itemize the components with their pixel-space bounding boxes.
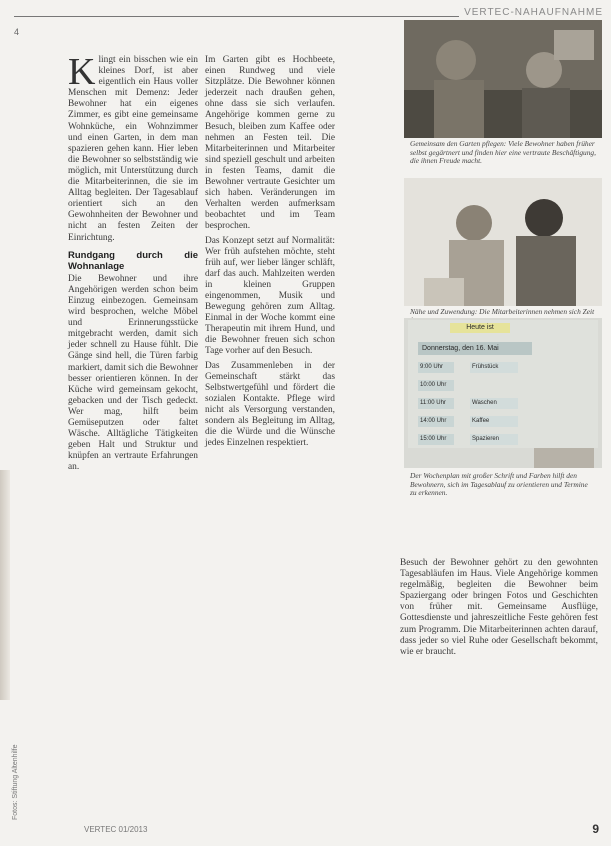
text-column-3 [400, 558, 598, 828]
time-slot: 9:00 Uhr [418, 362, 454, 373]
time-slot: 15:00 Uhr [418, 434, 454, 445]
body-paragraph: Besuch der Bewohner gehört zu den gewohnten Tagesabläufen im Haus. Viele Angehörige kommen regelmäßig, begleiten die Bewohner beim Spaziergang oder bringen Fotos und Geschichten von früher mit. Gemeinsame Ausflüge, Gottesdienste und jahreszeitliche Feste gehören fest zum Programm. Die Mitarbeiterinnen achten darauf, dass jeder so viel Ruhe oder Gesellschaft bekommt, wie er braucht. [400, 558, 598, 657]
body-paragraph: Die Bewohner und ihre Angehörigen werden schon beim Einzug einbezogen. Gemeinsam wird besprochen, welche Möbel und Erinnerungsstücke mitgebracht werden, damit sich jeder schnell zu Hause fühlt. Die Gänge sind hell, die Türen farbig markiert, damit sich die Bewohner besser orientieren können. In der Küche wird gemeinsam gekocht, gebacken und der Tisch gedeckt. Wer mag, hilft beim Gemüseputzen oder faltet Wäsche. Alltägliche Tätigkeiten geben Halt und Struktur und knüpfen an vertraute Erfahrungen an. [68, 273, 198, 473]
intro-paragraph: Klingt ein bisschen wie ein kleines Dorf, ist aber eigentlich ein Haus voller Menschen mit Demenz: Jeder Bewohner hat ein eigenes Zimmer, es gibt eine gemeinsame Wohnküche, ein Wohnzimmer und einen Garten, in dem man spazieren gehen kann. Hier leben die Bewohner so selbstständig wie möglich, mit Unterstützung durch die Mitarbeiterinnen, die sie im Alltag begleiten. Der Tagesablauf orientiert sich an den Gewohnheiten der Bewohner und nicht an festen Zeiten der Einrichtung. [68, 51, 198, 243]
drop-cap: K [68, 51, 96, 93]
corner-mark: 4 [14, 27, 20, 37]
body-paragraph: Das Konzept setzt auf Normalität: Wer früh aufstehen möchte, steht früh auf, wer lieber länger schläft, darf das auch. Mahlzeiten werden in kleinen Gruppen eingenommen, Musik und Bewegung gehören zum Alltag. Einmal in der Woche kommt eine Therapeutin mit ihrem Hund, und die Bewohner freuen sich schon Tage vorher auf den Besuch. [205, 235, 335, 357]
activity-slot: Spazieren [470, 434, 518, 445]
time-slot: 10:00 Uhr [418, 380, 454, 391]
activity-slot: Frühstück [470, 362, 518, 373]
text-column-2 [205, 55, 335, 830]
activity-slot: Kaffee [470, 416, 518, 427]
footer-issue: VERTEC 01/2013 [84, 825, 148, 834]
section-label: VERTEC-NAHAUFNAHME [464, 7, 603, 18]
caption-garden: Gemeinsam den Garten pflegen: Viele Bewohner haben früher selbst gegärtnert und finden hier eine vertraute Beschäftigung, die ihnen Freude macht. [410, 139, 596, 166]
left-bleed-image [0, 470, 10, 700]
caption-schedule: Der Wochenplan mit großer Schrift und Farben hilft den Bewohnern, sich im Tagesablauf zu orientieren und Termine zu erkennen. [410, 471, 588, 498]
schedule-board [408, 320, 598, 448]
activity-slot: Waschen [470, 398, 518, 409]
board-title: Heute ist [450, 323, 510, 333]
header-rule [14, 16, 459, 17]
time-slot: 11:00 Uhr [418, 398, 454, 409]
time-slot: 14:00 Uhr [418, 416, 454, 427]
board-day: Donnerstag, den 16. Mai [418, 342, 532, 355]
garden-photo [404, 20, 602, 138]
body-paragraph: Das Zusammenleben in der Gemeinschaft stärkt das Selbstwertgefühl und fördert die sozialen Kontakte. Pflege wird nicht als Versorgung verstanden, sondern als Begleitung im Alltag, die die Würde und die Wünsche jedes Einzelnen respektiert. [205, 360, 335, 449]
caption-conversation: Nähe und Zuwendung: Die Mitarbeiterinnen nehmen sich Zeit [410, 307, 595, 316]
subheading: Rundgang durch die Wohnanlage [68, 249, 198, 272]
body-paragraph: Im Garten gibt es Hochbeete, einen Rundweg und viele Sitzplätze. Die Bewohner können jederzeit nach draußen gehen, ohne dass sie sich verlaufen. Angehörige kommen gerne zu Besuch, bleiben zum Kaffee oder nehmen an Festen teil. Die Mitarbeiterinnen und Mitarbeiter sind speziell geschult und arbeiten in festen Teams, damit die Bewohner vertraute Gesichter um sich haben. Veränderungen im Verhalten werden aufmerksam beobachtet und im Team besprochen. [205, 55, 335, 232]
conversation-photo [404, 178, 602, 306]
page-number: 9 [592, 822, 599, 836]
photo-credit: Fotos: Stiftung Altenhilfe [12, 744, 19, 820]
text-column-1 [68, 51, 198, 830]
